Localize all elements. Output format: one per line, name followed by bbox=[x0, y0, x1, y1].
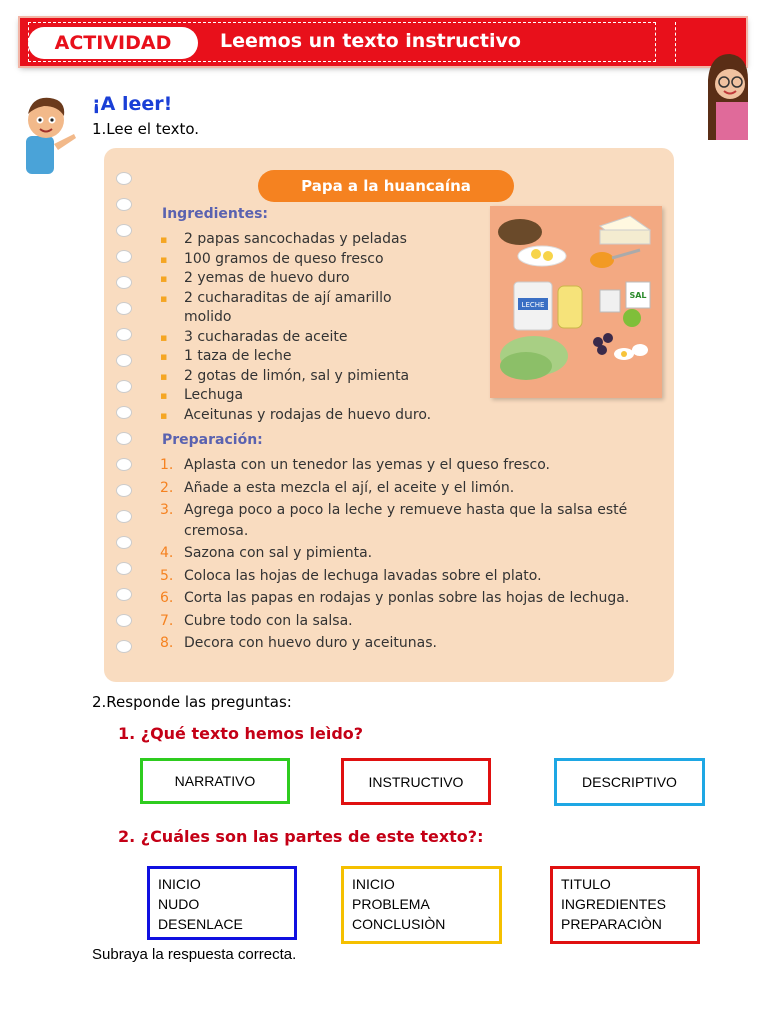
list-item: ▪ 2 gotas de limón, sal y pimienta bbox=[160, 367, 480, 387]
recipe-title: Papa a la huancaína bbox=[258, 170, 514, 202]
step-number: 1. bbox=[160, 457, 174, 473]
ring-icon bbox=[116, 302, 132, 315]
step-text: Coloca las hojas de lechuga lavadas sobre el plato. bbox=[184, 567, 542, 584]
ring-icon bbox=[116, 432, 132, 445]
ring-icon bbox=[116, 328, 132, 341]
ring-icon bbox=[116, 354, 132, 367]
answer-option-titulo-ingredientes-preparacion[interactable] bbox=[550, 866, 700, 944]
read-instruction: 1.Lee el texto. bbox=[92, 120, 200, 138]
option-line: PREPARACIÒN bbox=[561, 916, 662, 932]
list-item: ▪ 2 papas sancochadas y peladas bbox=[160, 230, 480, 250]
list-item bbox=[160, 455, 660, 476]
list-item bbox=[160, 633, 660, 654]
ring-icon bbox=[116, 172, 132, 185]
step-number: 3. bbox=[160, 502, 174, 518]
ring-icon bbox=[116, 562, 132, 575]
list-item: ▪ 2 yemas de huevo duro bbox=[160, 269, 480, 289]
answer-option-inicio-nudo-desenlace[interactable] bbox=[147, 866, 297, 940]
step-number: 8. bbox=[160, 635, 174, 651]
option-line: INGREDIENTES bbox=[561, 896, 667, 912]
step-number: 7. bbox=[160, 612, 174, 629]
option-line: TITULO bbox=[561, 876, 611, 892]
list-item: ▪ 2 cucharaditas de ají amarillo molido bbox=[160, 289, 424, 328]
step-number: 4. bbox=[160, 545, 174, 561]
ring-icon bbox=[116, 484, 132, 497]
step-text: Decora con huevo duro y aceitunas. bbox=[184, 635, 437, 651]
answer-option-inicio-problema-conclusion[interactable] bbox=[341, 866, 502, 944]
questions-intro: 2.Responde las preguntas: bbox=[92, 693, 292, 711]
footer-instruction: Subraya la respuesta correcta. bbox=[92, 946, 297, 963]
step-text: Sazona con sal y pimienta. bbox=[184, 545, 373, 561]
kid-pointing-illustration bbox=[22, 92, 78, 174]
teacher-illustration bbox=[706, 50, 748, 140]
sal-label: SAL bbox=[629, 291, 647, 300]
step-text: Cubre todo con la salsa. bbox=[184, 612, 353, 629]
list-item bbox=[160, 611, 660, 632]
page-title: Leemos un texto instructivo bbox=[220, 30, 521, 52]
ring-icon bbox=[116, 406, 132, 419]
option-line: INICIO bbox=[158, 876, 201, 892]
preparation-steps bbox=[160, 455, 660, 656]
option-line: CONCLUSIÒN bbox=[352, 916, 446, 932]
ring-icon bbox=[116, 510, 132, 523]
ring-icon bbox=[116, 640, 132, 653]
ring-icon bbox=[116, 536, 132, 549]
activity-badge: ACTIVIDAD bbox=[28, 27, 198, 59]
list-item bbox=[160, 500, 660, 541]
ring-icon bbox=[116, 250, 132, 263]
list-item: ▪ Lechuga bbox=[160, 386, 480, 406]
ingredients-drawing bbox=[490, 206, 662, 398]
option-line: NUDO bbox=[158, 896, 200, 912]
list-item bbox=[160, 478, 660, 499]
option-line: DESENLACE bbox=[158, 916, 243, 932]
ring-icon bbox=[116, 380, 132, 393]
step-text: Agrega poco a poco la leche y remueve hasta que la salsa esté cremosa. bbox=[184, 502, 628, 539]
option-line: PROBLEMA bbox=[352, 896, 430, 912]
step-number: 2. bbox=[160, 479, 174, 496]
ingredients-list bbox=[160, 230, 480, 425]
step-text: Añade a esta mezcla el ají, el aceite y el limón. bbox=[184, 479, 515, 496]
ring-icon bbox=[116, 276, 132, 289]
step-number: 5. bbox=[160, 567, 174, 584]
ring-icon bbox=[116, 588, 132, 601]
list-item bbox=[160, 543, 660, 564]
ring-icon bbox=[116, 198, 132, 211]
recipe-card bbox=[104, 148, 674, 682]
preparation-heading: Preparación: bbox=[162, 432, 263, 448]
step-text: Corta las papas en rodajas y ponlas sobre las hojas de lechuga. bbox=[184, 590, 630, 606]
ring-icon bbox=[116, 224, 132, 237]
list-item: ▪ 3 cucharadas de aceite bbox=[160, 328, 480, 348]
section-heading: ¡A leer! bbox=[92, 93, 173, 115]
banner-divider bbox=[675, 22, 677, 62]
answer-option-instructivo[interactable]: INSTRUCTIVO bbox=[341, 758, 491, 805]
list-item: ▪ Aceitunas y rodajas de huevo duro. bbox=[160, 406, 480, 426]
list-item bbox=[160, 566, 660, 587]
list-item: ▪ 1 taza de leche bbox=[160, 347, 480, 367]
list-item: ▪ 100 gramos de queso fresco bbox=[160, 250, 480, 270]
step-number: 6. bbox=[160, 590, 174, 606]
answer-option-descriptivo[interactable]: DESCRIPTIVO bbox=[554, 758, 705, 806]
question-2: 2. ¿Cuáles son las partes de este texto?: bbox=[118, 827, 484, 846]
question-1: 1. ¿Qué texto hemos leìdo? bbox=[118, 724, 364, 743]
answer-option-narrativo[interactable]: NARRATIVO bbox=[140, 758, 290, 804]
leche-label: LECHE bbox=[521, 301, 545, 309]
ring-icon bbox=[116, 458, 132, 471]
ingredients-heading: Ingredientes: bbox=[162, 206, 268, 222]
step-text: Aplasta con un tenedor las yemas y el queso fresco. bbox=[184, 457, 550, 473]
ingredients-illustration bbox=[490, 206, 662, 398]
ring-icon bbox=[116, 614, 132, 627]
option-line: INICIO bbox=[352, 876, 395, 892]
list-item bbox=[160, 588, 660, 609]
